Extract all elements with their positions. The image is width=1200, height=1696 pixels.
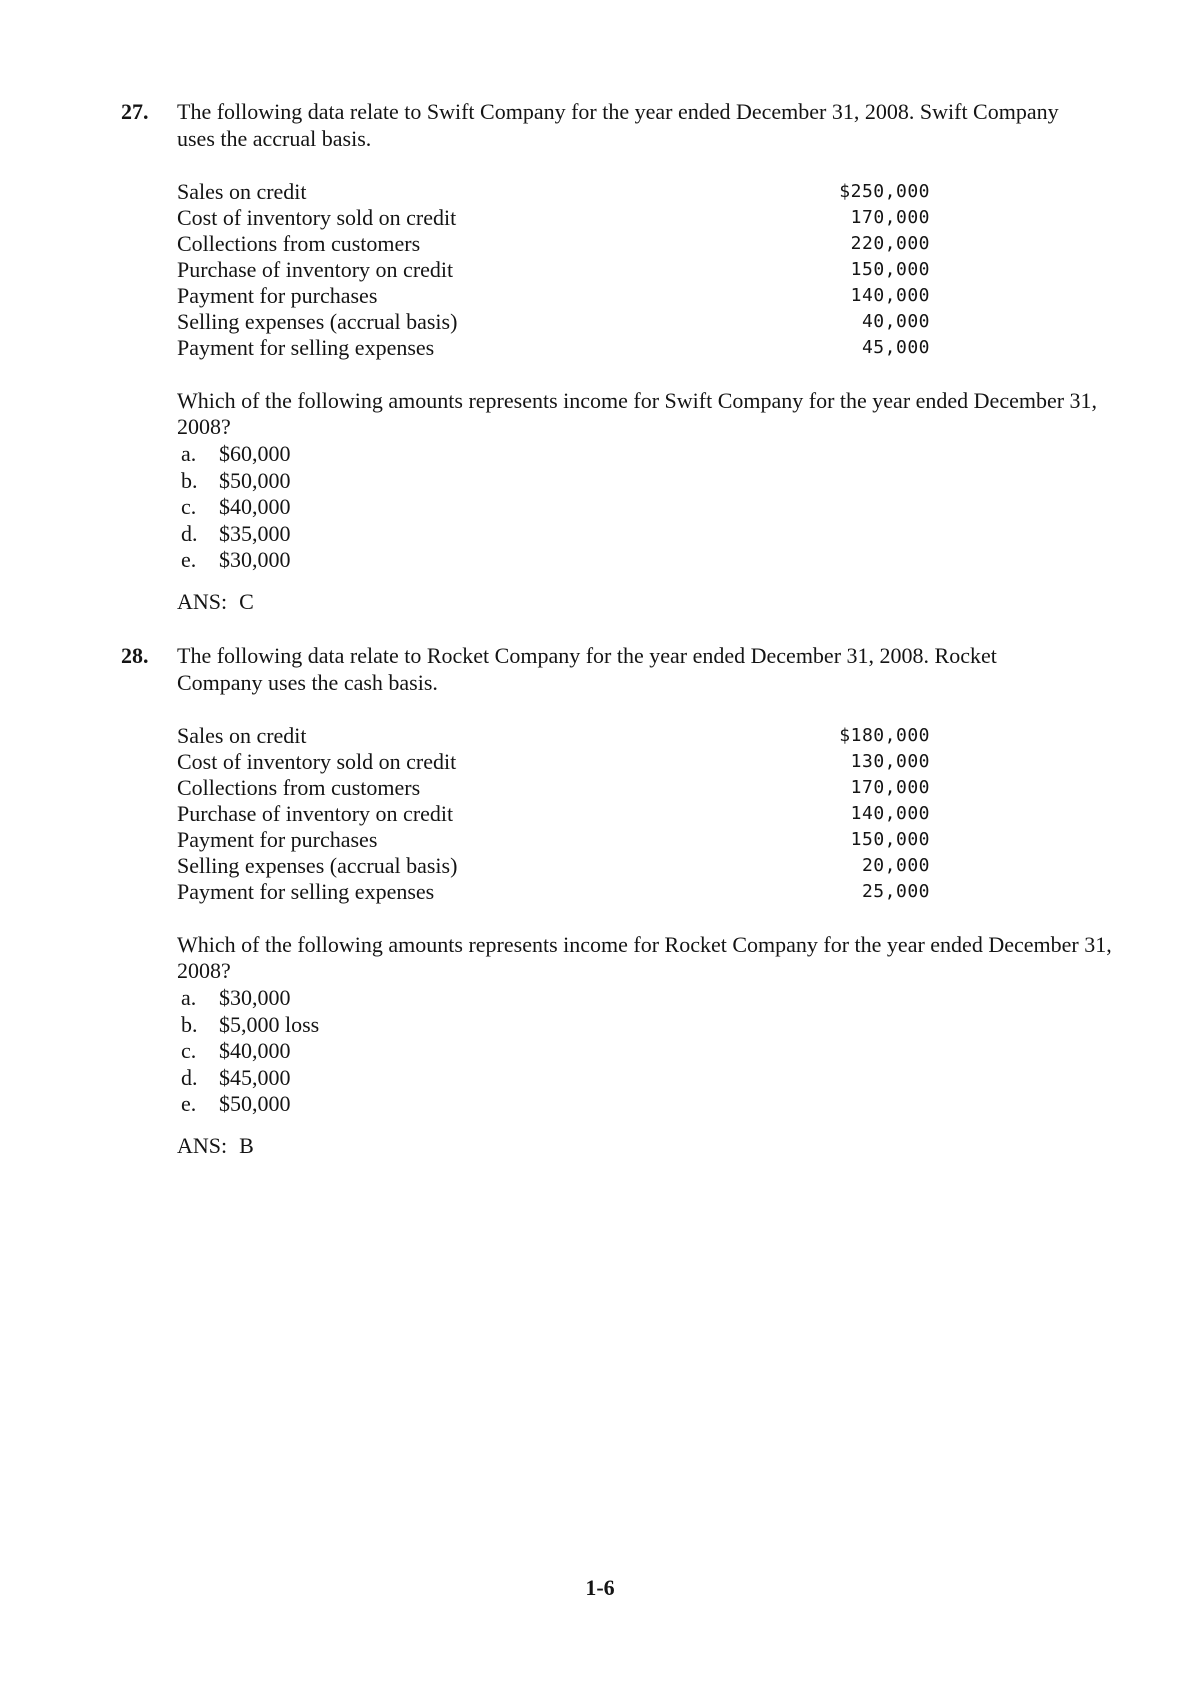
row-value: 25,000 bbox=[861, 881, 930, 902]
question-header bbox=[121, 642, 1121, 696]
table-row bbox=[177, 853, 930, 879]
table-row bbox=[177, 205, 930, 231]
option-text: $35,000 bbox=[219, 520, 291, 546]
row-label: Collections from customers bbox=[177, 775, 421, 800]
answer-value: C bbox=[239, 588, 254, 614]
table-row bbox=[177, 827, 930, 853]
row-value: 150,000 bbox=[850, 259, 930, 280]
table-row bbox=[177, 309, 930, 335]
row-label: Purchase of inventory on credit bbox=[177, 257, 454, 282]
question-number: 28. bbox=[121, 643, 149, 668]
table-row bbox=[177, 775, 930, 801]
option-text: $45,000 bbox=[219, 1064, 291, 1090]
question-27 bbox=[121, 98, 1121, 615]
table-row bbox=[177, 257, 930, 283]
row-value: 130,000 bbox=[850, 751, 930, 772]
answer-options bbox=[177, 985, 1121, 1118]
option-letter: e. bbox=[181, 547, 197, 572]
question-prompt: Which of the following amounts represents income for Rocket Company for the year ended December 31, 2008? bbox=[177, 932, 1112, 983]
option-a bbox=[177, 985, 1121, 1012]
option-c bbox=[177, 1038, 1121, 1065]
page-number: 1-6 bbox=[585, 1575, 615, 1600]
row-value: 20,000 bbox=[861, 855, 930, 876]
option-text: $50,000 bbox=[219, 1091, 291, 1116]
row-value: $250,000 bbox=[839, 181, 930, 202]
question-intro: The following data relate to Rocket Company for the year ended December 31, 2008. Rocket Company uses the cash basis. bbox=[177, 643, 997, 695]
row-value: 150,000 bbox=[850, 829, 930, 850]
option-b bbox=[177, 1012, 1121, 1039]
row-label: Payment for selling expenses bbox=[177, 335, 435, 360]
table-row bbox=[177, 335, 930, 361]
row-label: Payment for purchases bbox=[177, 827, 378, 852]
row-label: Cost of inventory sold on credit bbox=[177, 749, 457, 774]
answer-line bbox=[177, 1133, 1121, 1159]
option-text: $40,000 bbox=[219, 494, 291, 519]
question-28 bbox=[121, 642, 1121, 1159]
option-letter: c. bbox=[181, 1038, 197, 1063]
option-letter: b. bbox=[181, 1011, 198, 1037]
answer-line bbox=[177, 589, 1121, 615]
option-letter: e. bbox=[181, 1091, 197, 1116]
option-letter: a. bbox=[181, 985, 197, 1010]
row-value: 170,000 bbox=[850, 207, 930, 228]
row-label: Collections from customers bbox=[177, 231, 421, 256]
row-value: $180,000 bbox=[839, 725, 930, 746]
option-e bbox=[177, 547, 1121, 574]
option-text: $30,000 bbox=[219, 547, 291, 572]
table-row bbox=[177, 231, 930, 257]
option-b bbox=[177, 468, 1121, 495]
question-intro: The following data relate to Swift Company for the year ended December 31, 2008. Swift Company uses the accrual basis. bbox=[177, 99, 1059, 151]
row-label: Payment for purchases bbox=[177, 283, 378, 308]
data-table bbox=[177, 723, 930, 905]
option-text: $5,000 loss bbox=[219, 1011, 320, 1037]
row-value: 45,000 bbox=[861, 337, 930, 358]
answer-options bbox=[177, 441, 1121, 574]
option-d bbox=[177, 521, 1121, 548]
row-value: 140,000 bbox=[850, 285, 930, 306]
option-e bbox=[177, 1091, 1121, 1118]
table-row bbox=[177, 879, 930, 905]
row-label: Sales on credit bbox=[177, 723, 307, 748]
answer-label: ANS: bbox=[177, 588, 228, 614]
option-letter: c. bbox=[181, 494, 197, 519]
option-letter: a. bbox=[181, 441, 197, 466]
data-table bbox=[177, 179, 930, 361]
table-row bbox=[177, 283, 930, 309]
row-label: Selling expenses (accrual basis) bbox=[177, 853, 458, 878]
row-value: 170,000 bbox=[850, 777, 930, 798]
table-row bbox=[177, 801, 930, 827]
option-a bbox=[177, 441, 1121, 468]
row-value: 40,000 bbox=[861, 311, 930, 332]
table-row bbox=[177, 749, 930, 775]
answer-value: B bbox=[239, 1132, 254, 1158]
option-text: $30,000 bbox=[219, 985, 291, 1010]
option-letter: d. bbox=[181, 1064, 198, 1090]
row-label: Sales on credit bbox=[177, 179, 307, 204]
option-text: $60,000 bbox=[219, 441, 291, 466]
row-label: Payment for selling expenses bbox=[177, 879, 435, 904]
row-label: Selling expenses (accrual basis) bbox=[177, 309, 458, 334]
option-c bbox=[177, 494, 1121, 521]
row-label: Purchase of inventory on credit bbox=[177, 801, 454, 826]
option-text: $50,000 bbox=[219, 467, 291, 493]
answer-label: ANS: bbox=[177, 1132, 228, 1158]
option-d bbox=[177, 1065, 1121, 1092]
question-header bbox=[121, 98, 1121, 152]
row-value: 220,000 bbox=[850, 233, 930, 254]
option-letter: b. bbox=[181, 467, 198, 493]
table-row bbox=[177, 179, 930, 205]
row-value: 140,000 bbox=[850, 803, 930, 824]
option-text: $40,000 bbox=[219, 1038, 291, 1063]
table-row bbox=[177, 723, 930, 749]
question-number: 27. bbox=[121, 99, 149, 124]
option-letter: d. bbox=[181, 520, 198, 546]
question-prompt: Which of the following amounts represents income for Swift Company for the year ended December 31, 2008? bbox=[177, 388, 1098, 439]
row-label: Cost of inventory sold on credit bbox=[177, 205, 457, 230]
